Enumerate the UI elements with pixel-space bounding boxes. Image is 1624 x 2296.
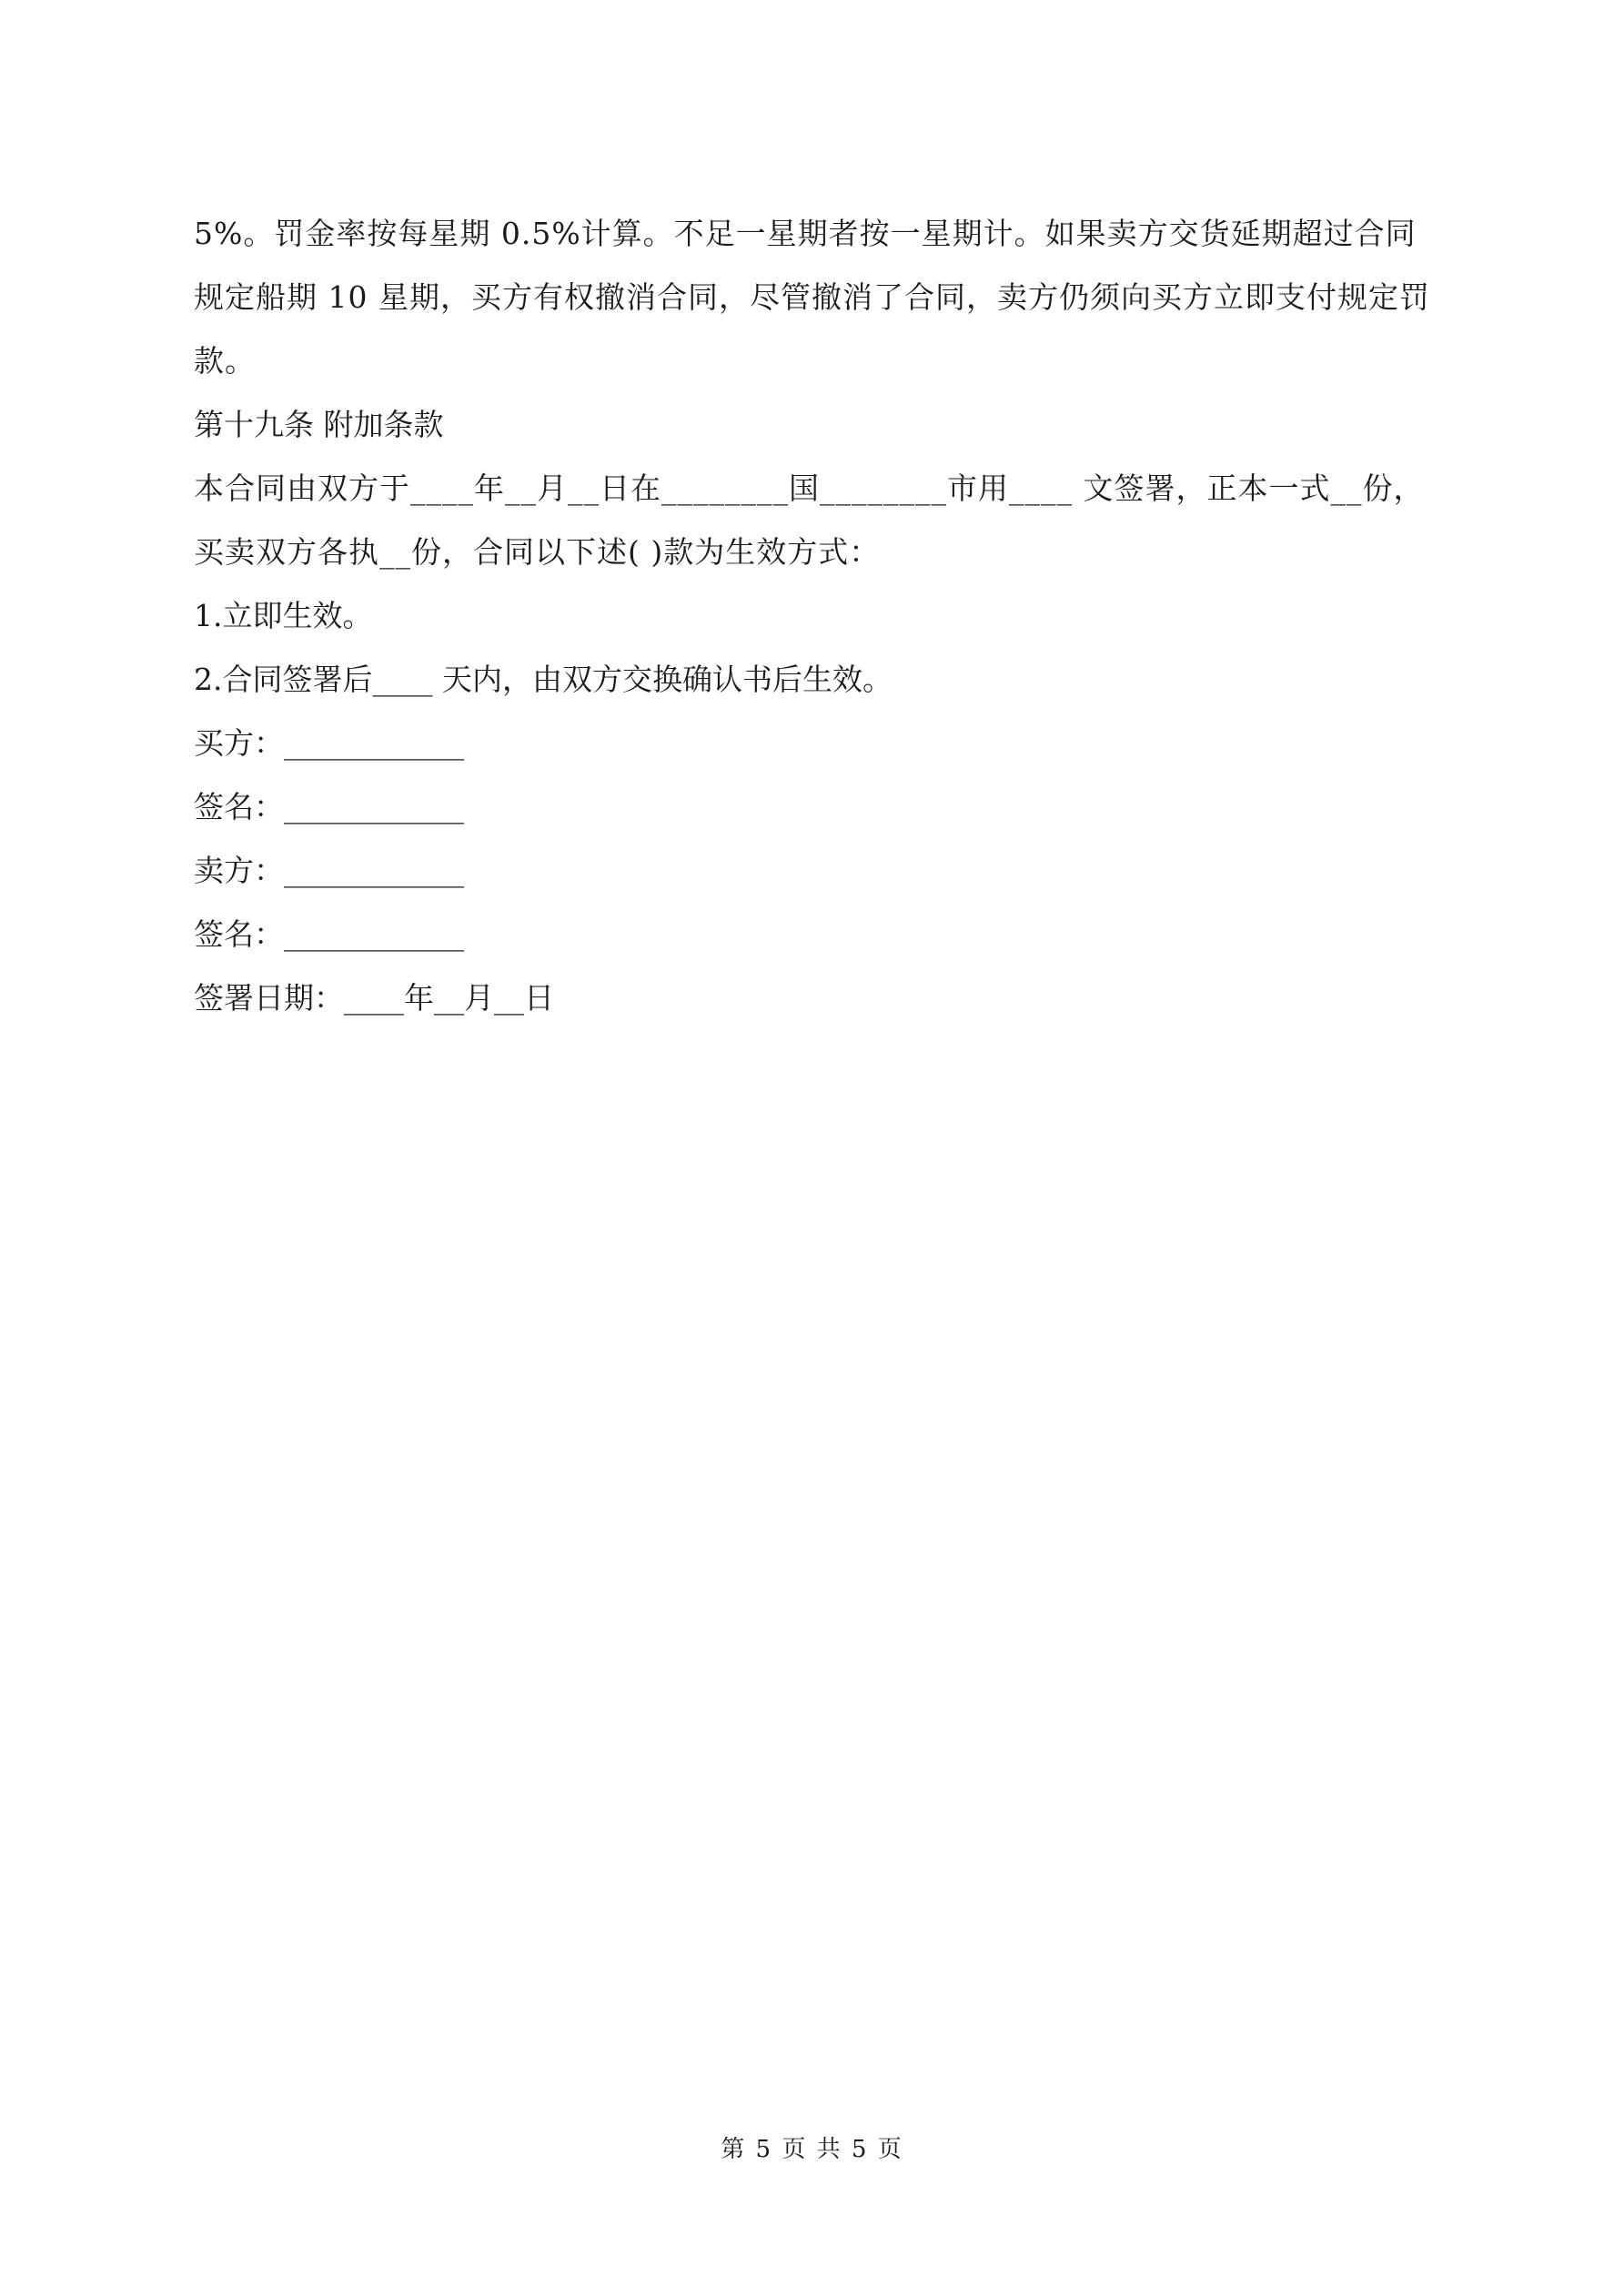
effect-option-1: 1.立即生效。 xyxy=(194,598,373,633)
signing-date-field: 签署日期：____年__月__日 xyxy=(194,980,554,1016)
seller-field: 卖方：____________ xyxy=(194,853,464,888)
page-footer: 第 5 页 共 5 页 xyxy=(721,2136,903,2163)
effect-option-2: 2.合同签署后____ 天内，由双方交换确认书后生效。 xyxy=(194,662,893,697)
buyer-signature-field: 签名：____________ xyxy=(194,789,464,824)
signing-paragraph: 本合同由双方于____年__月__日在________国________市用____ 文签署，正本一式__份，买卖双方各执__份，合同以下述( )款为生效方式： xyxy=(194,470,1425,570)
document-body xyxy=(194,202,1442,1030)
article-title: 第十九条 附加条款 xyxy=(194,407,444,442)
penalty-paragraph: 5%。罚金率按每星期 0.5%计算。不足一星期者按一星期计。如果卖方交货延期超过合同规定船期 10 星期，买方有权撤消合同，尽管撤消了合同，卖方仍须向买方立即支付规定罚款。 xyxy=(194,216,1430,379)
seller-signature-field: 签名：____________ xyxy=(194,916,464,952)
buyer-field: 买方：____________ xyxy=(194,725,464,761)
